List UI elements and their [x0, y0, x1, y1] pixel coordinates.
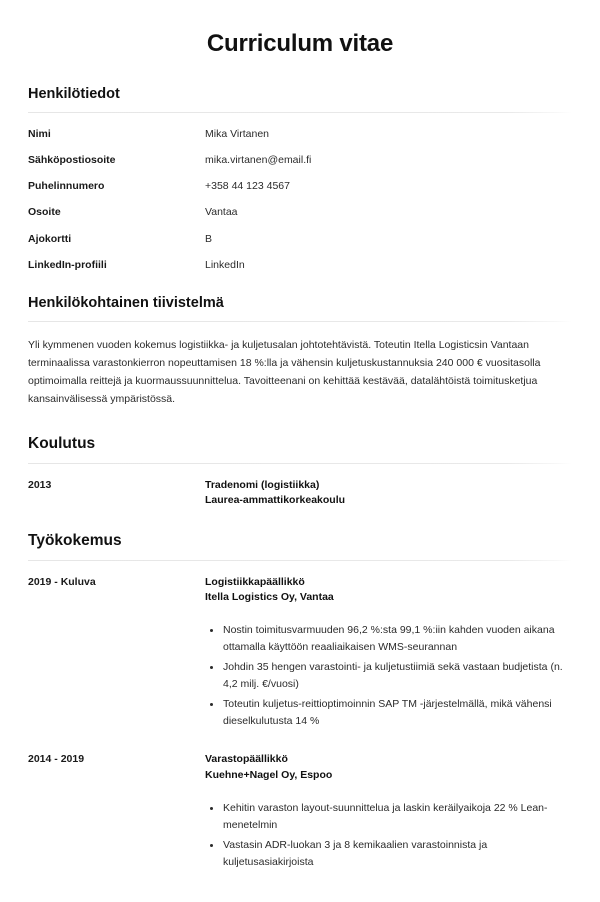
experience-entry: [205, 752, 572, 874]
table-row: [28, 127, 572, 153]
list-item: • Johdin 35 hengen varastointi- ja kuljetustiimiä sekä vastaan budjetista (n. 4,2 milj. €/vuosi): [222, 659, 572, 693]
experience-job-title: Logistiikkapäällikkö: [205, 575, 305, 588]
education-period: 2013: [28, 478, 52, 491]
detail-value: mika.virtanen@email.fi: [205, 154, 312, 167]
detail-value: Vantaa: [205, 206, 238, 219]
list-item: • Vastasin ADR-luokan 3 ja 8 kemikaalien varastoinnista ja kuljetusasiakirjoista: [222, 837, 572, 871]
table-row: [28, 153, 572, 179]
spacer: [28, 408, 572, 434]
education-institution: Laurea-ammattikorkeakoulu: [205, 494, 346, 507]
summary-text: Yli kymmenen vuoden kokemus logistiikka- ja kuljetusalan johtotehtävistä. Toteutin Itella Logisticsin Vantaan terminaalissa varastonkierron nopeuttamisen 18 %:lla ja vähensin kuljetuskustannuksia 240 000 € vuositasolla optimoimalla reittejä ja kuormaussuunnittelua. Tavoitteenani on kehittää kestävää, datalähtöistä toimitusketjua kansainvälisessä ympäristössä.: [28, 339, 541, 406]
spacer-row: [28, 733, 572, 752]
list-item: [28, 478, 572, 510]
experience-achievements: [205, 622, 572, 730]
experience-period: 2014 - 2019: [28, 753, 85, 766]
education-entry: [205, 478, 572, 510]
list-item: • Nostin toimitusvarmuuden 96,2 %:sta 99,1 %:iin kahden vuoden aikana ottamalla käyttöön reaaliaikaisen WMS-seurannan: [222, 622, 572, 656]
section-divider: [28, 112, 572, 113]
table-row: [28, 232, 572, 258]
detail-value: B: [205, 232, 213, 245]
section-heading-summary: Henkilökohtainen tiivistelmä: [28, 294, 224, 311]
section-education: [28, 434, 572, 509]
section-heading-experience: Työkokemus: [28, 532, 122, 550]
section-heading-personal-details: Henkilötiedot: [28, 85, 120, 102]
experience-employer: Itella Logistics Oy, Vantaa: [205, 591, 334, 604]
section-divider: [28, 321, 572, 322]
experience-entry: [205, 575, 572, 734]
experience-period: 2019 - Kuluva: [28, 575, 96, 588]
detail-label: Ajokortti: [28, 232, 72, 245]
section-heading-education: Koulutus: [28, 435, 96, 453]
spacer: [28, 733, 205, 752]
education-degree: Tradenomi (logistiikka): [205, 478, 320, 491]
section-experience: [28, 531, 572, 873]
detail-label: LinkedIn-profiili: [28, 258, 107, 271]
section-personal-details: [28, 85, 572, 284]
list-item: [28, 752, 572, 874]
spacer: [28, 509, 572, 531]
detail-label: Osoite: [28, 206, 61, 219]
spacer: [205, 733, 572, 752]
table-row: [28, 258, 572, 284]
spacer: [28, 284, 572, 294]
page-title: Curriculum vitae: [206, 30, 394, 57]
list-item: [28, 575, 572, 734]
table-row: [28, 205, 572, 231]
detail-label: Sähköpostiosoite: [28, 154, 116, 167]
section-divider: [28, 560, 572, 561]
experience-employer: Kuehne+Nagel Oy, Espoo: [205, 768, 333, 781]
section-divider: [28, 463, 572, 464]
spacer: [205, 784, 572, 800]
experience-job-title: Varastopäällikkö: [205, 753, 288, 766]
detail-value-linkedin[interactable]: LinkedIn: [205, 258, 245, 271]
list-item: • Toteutin kuljetus-reittioptimoinnin SAP TM -järjestelmällä, mikä vähensi dieselkulutusta 14 %: [222, 696, 572, 730]
table-row: [28, 179, 572, 205]
experience-achievements: [205, 800, 572, 871]
detail-label: Puhelinnumero: [28, 180, 105, 193]
personal-details-table: [28, 127, 572, 284]
detail-value: Mika Virtanen: [205, 127, 270, 140]
education-list: [28, 478, 572, 510]
detail-label: Nimi: [28, 127, 51, 140]
list-item: • Kehitin varaston layout-suunnittelua ja laskin keräilyaikoja 22 % Lean-menetelmin: [222, 800, 572, 834]
spacer: [205, 606, 572, 622]
detail-value: +358 44 123 4567: [205, 180, 290, 193]
section-summary: [28, 294, 572, 408]
experience-list: [28, 575, 572, 874]
